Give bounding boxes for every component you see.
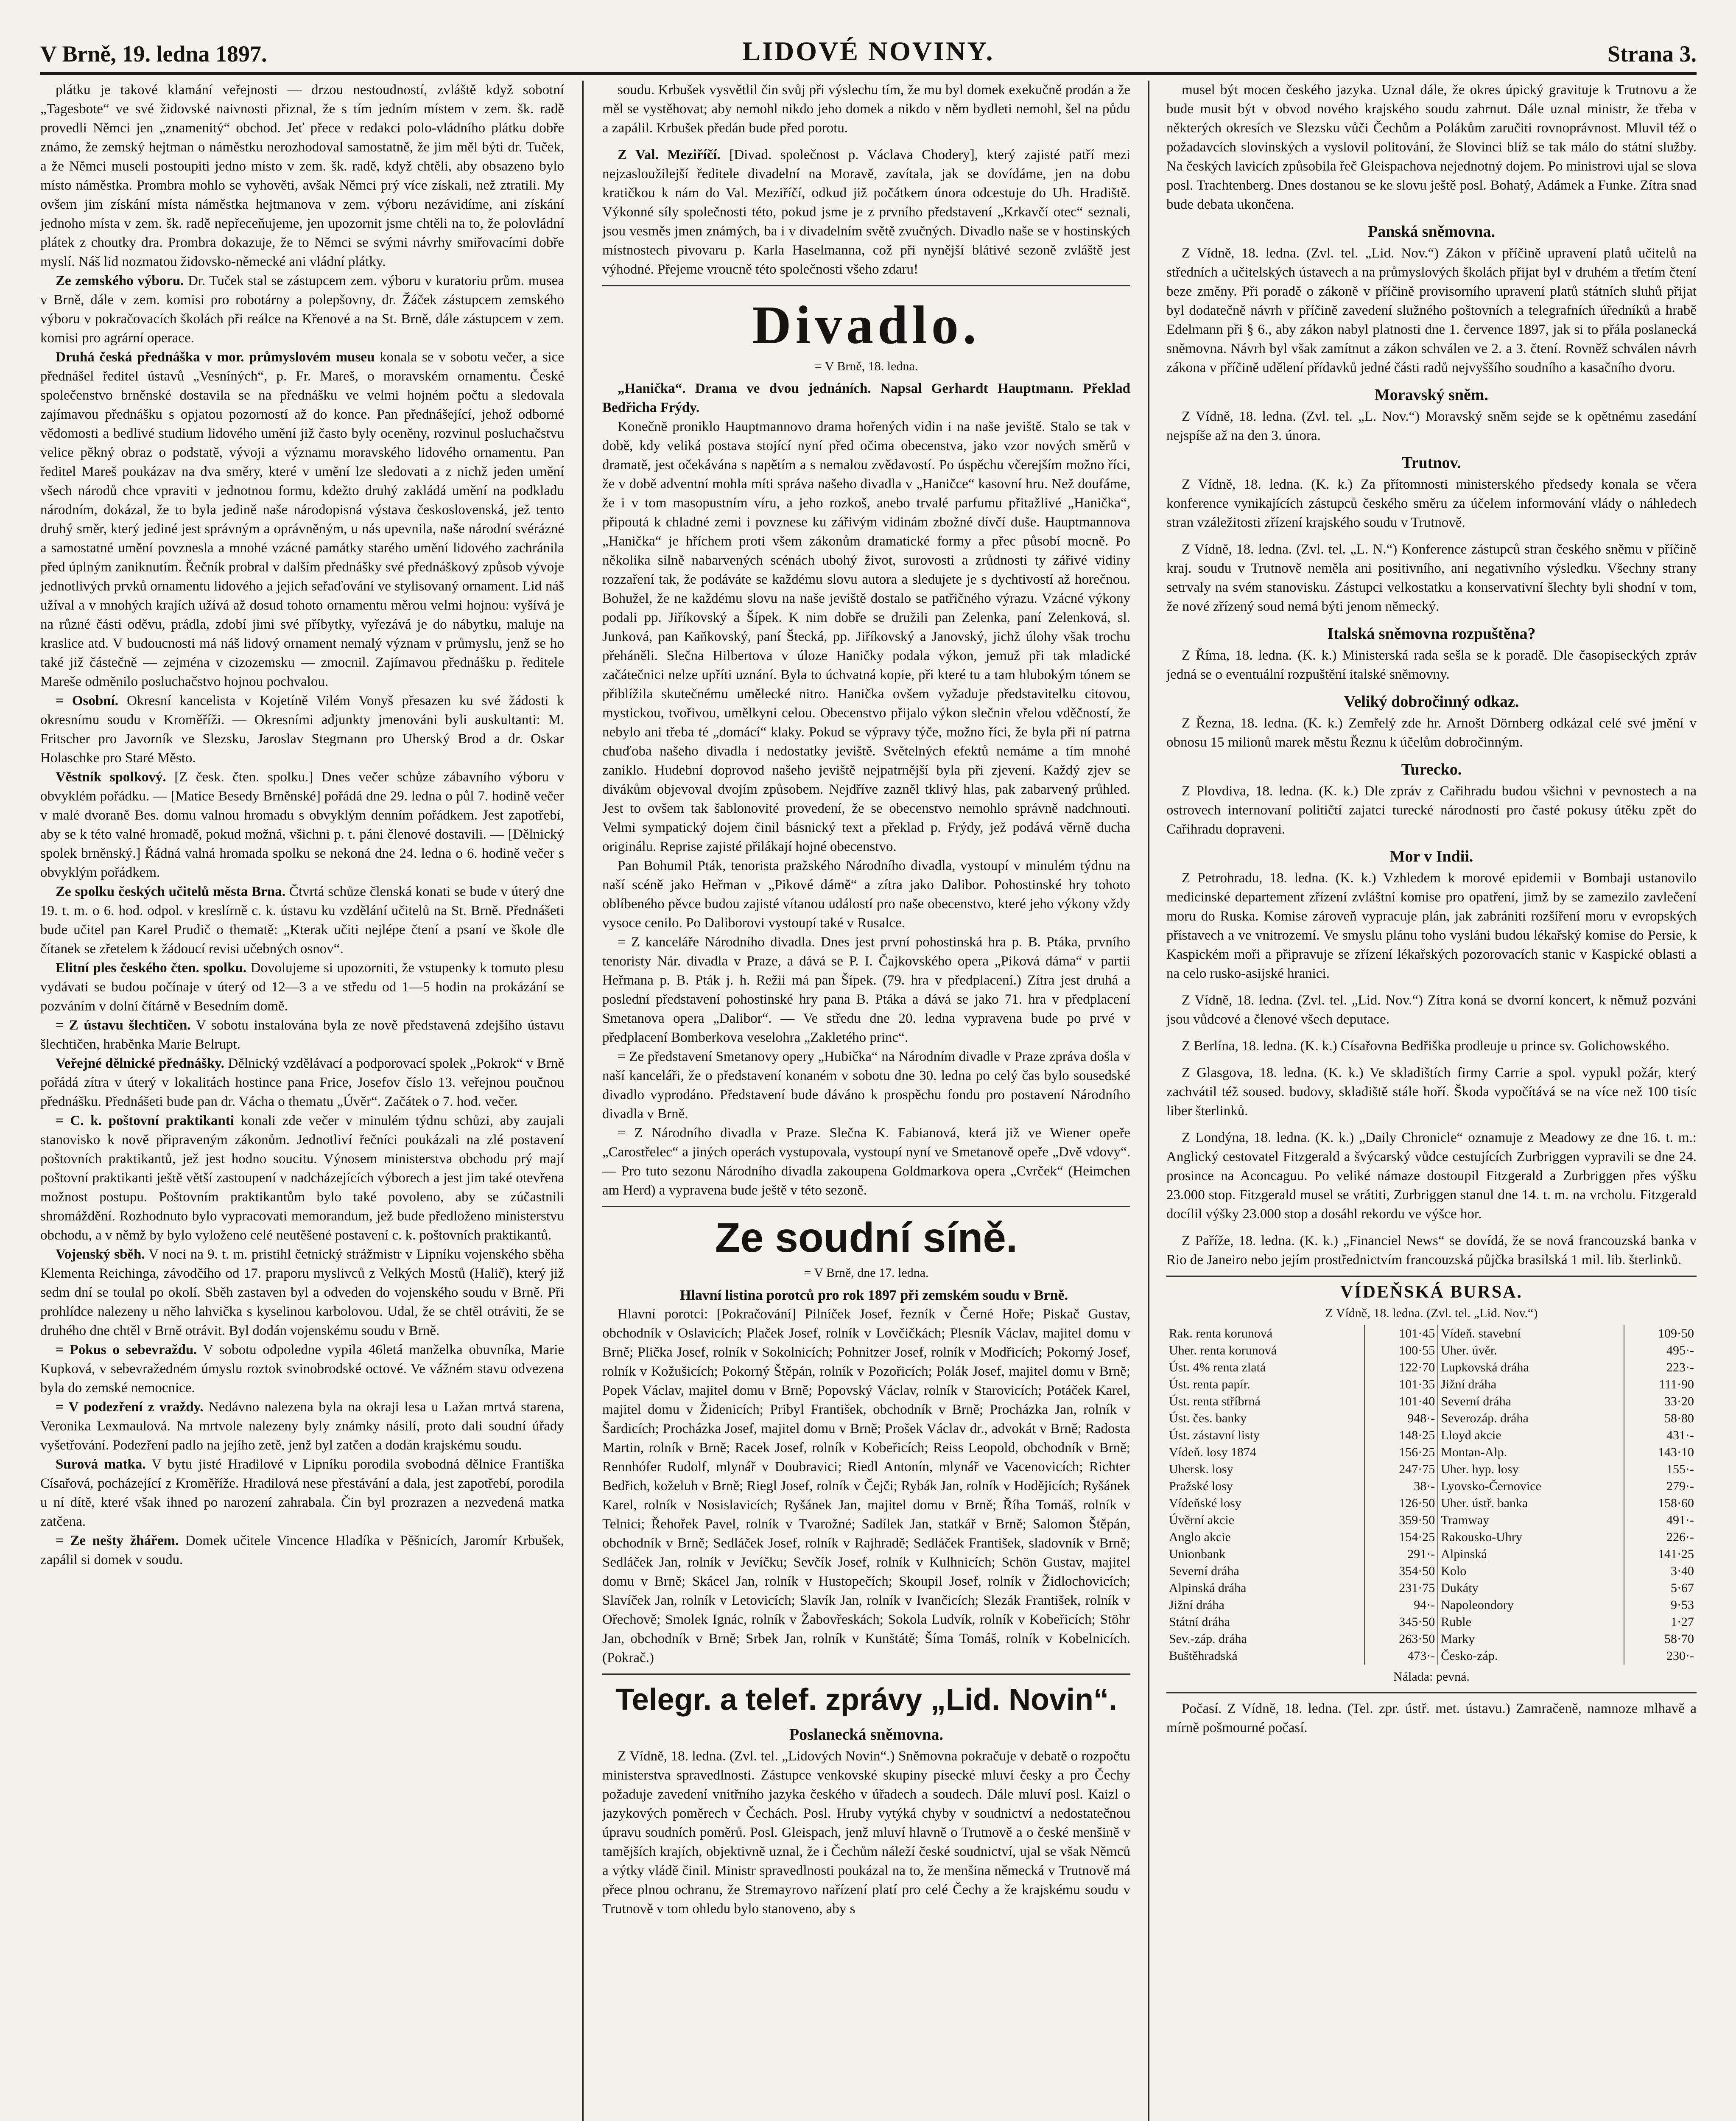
bursa-price: 101·40 — [1364, 1393, 1438, 1410]
bursa-security: Uher. renta korunová — [1166, 1342, 1364, 1359]
bursa-price: 94·- — [1364, 1597, 1438, 1614]
bursa-price: 5·67 — [1671, 1581, 1694, 1595]
telegram-section-title: Italská sněmovna rozpuštěna? — [1327, 625, 1536, 643]
news-body: [Z česk. čten. spolku.] Dnes večer schůze zábavního výboru v obvyklém pořádku. — [Matice Besedy Brněnské] pořádá dne 29. ledna o půl 7. hodině večer v malé dvoraně Bes. domu valnou hromadu s obvyklým denním pořádkem. Jest zapotřebí, aby se k této valné hromadě, pokud možná, všichni p. t. páni členové dostavili. — [Dělnický spolek brněnský.] Řádná valná hromada spolku se nekoná dne 24. ledna o 6. hodině večer s obvyklým pořádkem. — [40, 769, 564, 880]
divadlo-para-2: Pan Bohumil Pták, tenorista pražského Národního divadla, vystoupí v minulém týdnu na naší scéně jako Heřman v „Pikové dámě“ a zítra jako Dalibor. Pohostinské hry tohoto oblíbeného pěvce budou zajisté vítanou událostí pro naše obecenstvo, které jeho výkony vždy vysoce cenilo. Po Daliborovi vystoupí také v Rusalce. — [602, 858, 1130, 931]
bursa-security: Lyovsko-Černovice — [1438, 1478, 1624, 1495]
news-headline: Elitní ples českého čten. spolku. — [56, 960, 247, 976]
dateline-soud: = V Brně, dne 17. ledna. — [804, 1266, 929, 1280]
bursa-row — [1166, 1342, 1697, 1359]
divadlo-para-4: = Ze představení Smetanovy opery „Hubička“ na Národním divadle v Praze zpráva došla v naší kanceláři, že o představení konaném v sobotu dne 30. ledna po celý čas bylo sousedské divadlo vyprodáno. Představení bude dáváno k prospěchu fondu pro postavení Národního divadla v Brně. — [602, 1049, 1130, 1122]
news-item — [40, 348, 564, 691]
news-item — [40, 768, 564, 882]
bursa-price: 101·45 — [1364, 1325, 1438, 1342]
column-rule-1 — [582, 81, 584, 2121]
bursa-price: 263·50 — [1364, 1631, 1438, 1648]
bursa-row — [1166, 1461, 1697, 1478]
telegram-text: Z Plovdiva, 18. ledna. (K. k.) Dle zpráv z Cařihradu budou všichni v pevnostech a na ostrovech internovaní političtí zajatci turecké národnosti pro časté pokusy útěku zpět do Cařihradu dopraveni. — [1166, 783, 1697, 837]
bursa-price: 279·- — [1666, 1479, 1694, 1493]
bursa-security: Severozáp. dráha — [1438, 1410, 1624, 1427]
news-item — [40, 691, 564, 768]
bursa-security: Uher. hyp. losy — [1438, 1461, 1624, 1478]
bursa-security: Úst. renta papír. — [1166, 1376, 1364, 1393]
telegram-section-title: Panská sněmovna. — [1368, 223, 1495, 241]
jury-list-heading: Hlavní listina porotců pro rok 1897 při zemském soudu v Brně. — [679, 1287, 1068, 1303]
bursa-row — [1166, 1376, 1697, 1393]
news-headline: Ze spolku českých učitelů města Brna. — [56, 884, 286, 899]
divadlo-para-5: = Z Národního divadla v Praze. Slečna K. Fabianová, která již ve Wiener opeře „Carostřelec“ a jiných operách vystupovala, vystoupí nyní ve Smetanově opeře „Dvě vdovy“. — Pro tuto sezonu Národního divadla zakoupena Goldmarkova opera „Cvrček“ (Heimchen am Herd) a vypravena bude ještě v této sezoně. — [602, 1125, 1130, 1198]
bursa-price: 495·- — [1666, 1343, 1694, 1357]
bursa-security: Vídeň. losy 1874 — [1166, 1444, 1364, 1461]
telegram-section-title: Trutnov. — [1402, 454, 1461, 472]
bursa-security: Rakousko-Uhry — [1438, 1529, 1624, 1546]
bursa-security: Státní dráha — [1166, 1614, 1364, 1631]
bursa-price: 345·50 — [1364, 1614, 1438, 1631]
telegram-text: Z Vídně, 18. ledna. (Zvl. tel. „Lid. Nov.“) Zítra koná se dvorní koncert, k němuž pozváni jsou vůdcové a členové všech deputace. — [1166, 993, 1697, 1027]
bursa-row — [1166, 1393, 1697, 1410]
bursa-price: 226·- — [1666, 1530, 1694, 1544]
bursa-security: Úst. čes. banky — [1166, 1410, 1364, 1427]
bursa-security: Sev.-záp. dráha — [1166, 1631, 1364, 1648]
telegram-text: Z Glasgova, 18. ledna. (K. k.) Ve skladištích firmy Carrie a spol. vypukl požár, který zachvátil též soused. budovy, skladiště stále hoří. Škoda vypočítává se na více než 100 tisíc liber šterlinků. — [1166, 1065, 1697, 1119]
bursa-security: Severní dráha — [1166, 1563, 1364, 1580]
column-rule-2 — [1148, 81, 1149, 2121]
bursa-security: Marky — [1438, 1631, 1624, 1648]
bursa-security: Rak. renta korunová — [1166, 1325, 1364, 1342]
bursa-security: Uhersk. losy — [1166, 1461, 1364, 1478]
news-body: plátku je takové klamání veřejnosti — drzou nestoudností, zvláště když sobotní „Tagesbote“ ve své židovské naivnosti přiznal, že s tím jedním místem v zem. šk. radě provedli Němci jen „znamenitý“ obchod. Jeť přece v redakci polo-vládního plátku dobře známo, že zemský hejtman o náměstku nerozhodoval samostatně, že jim měl býti dr. Tuček, a že Němci museli postoupiti jedno místo v zem. šk. radě, když chtěli, aby obsazeno bylo místo náměstka. Prombra mohlo se vyhověti, avšak Němci prý více získali, než ztratili. My ovšem jim získání místa náměstka hejtmanova v zem. výboru nezávidíme, ani získání jednoho místa v zem. šk. radě nepřeceňujeme, jen upozornit jsme chtěli na to, že polovládní plátek z choutky dra. Prombra dokazuje, že to Němci se svými návrhy smiřovacími dobře myslí. Náš lid nozmatou židovsko-německé ani vládní plátky. — [40, 82, 564, 269]
news-body: Dr. Tuček stal se zástupcem zem. výboru v kuratoriu prům. musea v Brně, dále v zem. komisi pro robotárny a polepšovny, dr. Žáček zástupcem zemského výboru v pokračovacích školách při reálce na Křenové a na St. Brně, dále zástupcem v zem. komisi pro agrární operace. — [40, 273, 564, 346]
bursa-security: Buštěhradská — [1166, 1648, 1364, 1665]
bursa-security: Tramway — [1438, 1512, 1624, 1529]
bursa-security: Lupkovská dráha — [1438, 1359, 1624, 1376]
telegram-text: Z Berlína, 18. ledna. (K. k.) Císařovna Bedřiška prodleuje u prince sv. Golichowského. — [1182, 1038, 1669, 1054]
bursa-security: Úst. 4% renta zlatá — [1166, 1359, 1364, 1376]
news-body: V noci na 9. t. m. pristihl četnický strážmistr v Lipníku vojenského sběha Klementa Reichinga, závodčího od 17. praporu myslivců z Velkých Mostů (Halič), který již sedm dní se toulal po okolí. Sběh zastaven byl a odveden do vojenského soudu v Brně. Při prohlídce nalezeny u něho lahvička s kyselinou karbolovou. Udal, že se chtěl otráviti, že se druhého dne chtěl v Brně otrávit. Byl dodán vojenskému soudu v Brně. — [40, 1247, 564, 1338]
dateline: = V Brně, 18. ledna. — [814, 359, 918, 373]
bursa-price: 126·50 — [1364, 1495, 1438, 1512]
telegram-section-title: Moravský sněm. — [1374, 386, 1489, 404]
bursa-price: 111·90 — [1659, 1377, 1694, 1391]
news-body: Čtvrtá schůze členská konati se bude v úterý dne 19. t. m. o 6. hod. odpol. v kreslírně c. k. ústavu ku vzdělání učitelů na St. Brně. Přednášeti bude učitel pan Karel Prudič o thematě: „Kterak učiti nejlépe čtení a psaní ve škole dle čítanek se zřetelem k žádoucí revisi učebných osnov“. — [40, 884, 564, 957]
telegram-text: Z Vídně, 18. ledna. (Zvl. tel. „L. Nov.“) Moravský sněm sejde se k opětnému zasedání nejspíše až na den 3. února. — [1166, 409, 1697, 443]
bursa-security: Jižní dráha — [1438, 1376, 1624, 1393]
bursa-price: 9·53 — [1671, 1598, 1694, 1612]
telegram-text: Z Londýna, 18. ledna. (K. k.) „Daily Chronicle“ oznamuje z Meadowy ze dne 16. t. m.: Anglický cestovatel Fitzgerald a švýcarský vůdce cestujících Zurbriggen vypravili se dne 24. prosince na Aconcaguu. Po veliké námaze dostoupil Fitzgerald a Zurbriggen přes výšku 23.000 stop. Fitzgerald musel se vrátiti, Zurbriggen stanul dne 14. t. m. na vrcholu. Fitzgerald docílil výšky 23.000 stop a dosáhl rekordu ve výšce hor. — [1166, 1130, 1697, 1222]
bursa-price: 231·75 — [1364, 1580, 1438, 1597]
bursa-dateline: Z Vídně, 18. ledna. (Zvl. tel. „Lid. Nov.“) — [1325, 1306, 1538, 1320]
bursa-row — [1166, 1563, 1697, 1580]
bursa-price: 100·55 — [1364, 1342, 1438, 1359]
bursa-security: Napoleondory — [1438, 1597, 1624, 1614]
weather-report: Počasí. Z Vídně, 18. ledna. (Tel. zpr. ústř. met. ústavu.) Zamračeně, namnoze mlhavě a mírně pošmourné počasí. — [1166, 1701, 1697, 1735]
telegram-section-title: Mor v Indii. — [1389, 848, 1473, 865]
bursa-price: 158·60 — [1658, 1496, 1694, 1510]
bursa-security: Úst. zástavní listy — [1166, 1427, 1364, 1444]
bursa-price: 359·50 — [1364, 1512, 1438, 1529]
telegram-section-title: Turecko. — [1401, 761, 1462, 778]
bursa-price: 223·- — [1666, 1360, 1694, 1374]
bursa-row — [1166, 1495, 1697, 1512]
issue-date: V Brně, 19. ledna 1897. — [40, 41, 267, 67]
bursa-row — [1166, 1529, 1697, 1546]
news-body: V sobotu odpoledne vypila 46letá manželka obuvníka, Marie Kupková, v sebevražedném úmyslu roztok svinobrodské octové. Ve vážném stavu odvezena byla do zemské nemocnice. — [40, 1342, 564, 1396]
bursa-price: 291·- — [1364, 1546, 1438, 1563]
bursa-price: 122·70 — [1364, 1359, 1438, 1376]
bursa-security: Úvěrní akcie — [1166, 1512, 1364, 1529]
news-headline: = C. k. poštovní praktikanti — [56, 1113, 234, 1128]
news-item — [40, 959, 564, 1016]
bursa-security: Uher. úvěr. — [1438, 1342, 1624, 1359]
bursa-price: 154·25 — [1364, 1529, 1438, 1546]
column-1 — [40, 81, 564, 2121]
telegram-sections — [1166, 222, 1697, 1270]
bursa-price: 58·80 — [1664, 1411, 1694, 1425]
news-body: konala se v sobotu večer, a sice přednášel ředitel ústavů „Vesníných“, p. Fr. Mareš, o moravském ornamentu. České společenstvo brněnské dostavila se na přednášku ve velmi hojném počtu a sledovala zajímavou přednášku s opjatou pozorností až do konce. Pan přednášející, jehož odborné vědomosti a bedlivé studium lidového umění již často byly oceněny, rozvinul posluchačstvu velice pěkný obraz o podstatě, vývoji a významu moravského lidového ornamentu. Pan ředitel Mareš poukázav na dva směry, které v umění lze sledovati a z nichž jeden umění všech národů chce vpraviti v jednotnou formu, kdežto druhý zakládá umění na podkladu národním, dokázal, že to byla jedině naše národopisná výstava československá, jež tento druhý směr, který jediné jest správným a oprávněným, u nás upevnila, naše národní svérázné a samostatné umění povznesla a mnohé vzácné památky starého umění lidového zachránila před úplným zaniknutím. Řečník probral v dalším přednášky své přednáškový způsob vývoje jednotlivých prvků ornamentu lidového a jejich seřaďování ve stylisovaný ornament. Lid náš užíval a v mnohých krajích užívá až dosud tohoto ornamentu měrou velmi hojnou: vyšívá je na různé části oděvu, prádla, zdobí jimi své příbytky, vyřezává je do nábytku, maluje na kraslice atd. V budoucnosti má náš lidový ornament nemalý význam v průmyslu, jenž se ho také již částečně — zejména v cizozemsku — zmocnil. Zajímavou přednášku p. ředitele Mareše odměnilo posluchačstvo hojnou pochvalou. — [40, 350, 564, 689]
news-headline: Surová matka. — [56, 1457, 146, 1472]
bursa-row — [1166, 1478, 1697, 1495]
news-item — [40, 1340, 564, 1398]
article-val-mezirici — [602, 146, 1130, 279]
telegram-text: Z Paříže, 18. ledna. (K. k.) „Financiel News“ se dovídá, že se nová francouzská banka v Rio de Janeiro nebo jejím prostřednictvím francouzská půjčka brasilská 1 mil. lib. šterlinků. — [1166, 1233, 1697, 1268]
telegram-text: Z Vídně, 18. ledna. (Zvl. tel. „L. N.“) Konference zástupců stran českého sněmu v příčině kraj. soudu v Trutnově neměla ani positivního, ani negativního výsledku. Všechny strany setrvaly na svém stanovisku. Zástupci velkostatku a konservativní šlechty byli shodní v tom, že nové zřízený soud nemá býti jenom německý. — [1166, 542, 1697, 614]
bursa-price: 1·27 — [1671, 1615, 1694, 1629]
news-item — [40, 1111, 564, 1245]
news-headline: Věstník spolkový. — [56, 769, 166, 785]
news-item — [40, 1245, 564, 1340]
news-headline: Druhá česká přednáška v mor. průmyslovém museu — [56, 350, 375, 365]
bursa-security: Pražské losy — [1166, 1478, 1364, 1495]
bursa-price: 156·25 — [1364, 1444, 1438, 1461]
article-continuation-3: musel být mocen českého jazyka. Uznal dále, že okres úpický gravituje k Trutnovu a že bude musit být v obvod nového krajského soudu zahrnut. Dále uznal ministr, že třeba v některých okresích ve Slezsku vůči Čechům a Polákům zaručiti rovnoprávnost. Mluvil též o požadavcích slovinských a vyslovil politování, že Slovinci blíž se tak málo do státní služby. Na českých lavicích způsobila řeč Gleispachova nejednotný dojem. Po ministrovi ujal se slova posl. Trachtenberg. Dnes dostanou se ke slovu ještě posl. Bohatý, Adámek a Funke. Zítra snad bude debata ukončena. — [1166, 82, 1697, 212]
bursa-price: 101·35 — [1364, 1376, 1438, 1393]
bursa-security: Alpinská — [1438, 1546, 1624, 1563]
bursa-table — [1166, 1325, 1697, 1665]
bursa-row — [1166, 1427, 1697, 1444]
bursa-security: Lloyd akcie — [1438, 1427, 1624, 1444]
bursa-price: 58·70 — [1664, 1632, 1694, 1646]
news-item — [40, 882, 564, 959]
bursa-security: Ruble — [1438, 1614, 1624, 1631]
divadlo-para-1: Konečně proniklo Hauptmannovo drama hořených vidin i na naše jeviště. Stalo se tak v době, kdy veliká postava stojící nyní před očima obecenstva, jako vzor nových směrů v dramatě, jest očekávána s napětím a s nemalou zvědavostí. Po úspěchu včerejším možno říci, že v době adventní mohla míti správa našeho divadla v „Haničce“ kasovní hru. Než doufáme, že i v tom masopustním víru, a jeho rozkoš, anebo trvalé parfumu přitažlivé „Hanička“, připoutá k chladné zemi i povznese ku zářivým vidinám zbožné dívčí duše. Hauptmannova „Hanička“ je hříchem proti všem zákonům dramatické formy a přec působí mocně. Po několika silně nabarvených scénách ubohý život, surovosti a zrůdnosti ty zářivé vidiny rozzaření tak, že podáváte se každému slovu autora a sledujete je s dychtivostí až horečnou. Bohužel, že ne každému slovu na naše jeviště dostalo se patřičného výrazu. Vzácné výkony podali pp. Jiříkovský a Šípek. K nim dobře se družili pan Zelenka, paní Zelenková, sl. Junková, pan Kaňkovský, paní Štecká, pp. Jiříkovský a Janovský, jichž úlohy však trochu přeháněli. Slečna Hilbertova v úloze Haničky podala výkon, jemuž při tak mladické začátečnici nelze upříti uznání. Byla to úchvatná kopie, při které tu a tam hlubokým tónem se přiblížila skutečnému umělecké nitro. Hanička ovšem vyžaduje představitelku citovou, mystickou, tvořivou, umělkyni celou. Obecenstvo přijalo výkon slečnin vřelou vděčností, že nebylo ani třeba té „domácí“ klaky. Pokud se výpravy týče, možno říci, že byla při ní patrna chuďoba našeho divadla i nedostatky jeviště. Světelných efektů nemáme a tím mnohé zaniklo. Hudební doprovod našeho jeviště nejpatrnější byla při zjevení. Každý zjev se divákům objevoval dvojím způsobem. Nejdříve zazněl tklivý hlas, pak zabarvený průhled. Jest to ovšem tak šablonovité provedení, že se obecenstvo nemohlo správně nadchnouti. Velmi sympatický dojem činil básnický text a překlad p. Frýdy, jež podává věrně ducha originálu. Reprise zajisté přilákají hojné obecenstvo. — [602, 419, 1130, 854]
bursa-row — [1166, 1359, 1697, 1376]
telegram-text: Z Vídně, 18. ledna. (Zvl. tel. „Lid. Nov.“) Zákon v příčině upravení platů učitelů na středních a učitelských ústavech a na průmyslových školách přijat byl v druhém a třetím čtení beze změny. Při poradě o zákoně v příčině provisorního upravení platů státních sluhů přijat byl dodatečně návrh v příčině zavedení služného poštovních a telegrafních úředníků a hrabě Edelmann při § 6., aby zákon nabyl platnosti dne 1. července 1897, jak si to přála poslanecká sněmovna. Návrh byl však zamítnut a zákon schválen ve 2. a 3. čtení. Rovněž schválen návrh zákona v příčině udělení přídavků jedné části radů nejvyššího soudního a kasačního dvoru. — [1166, 246, 1697, 375]
news-item — [40, 1398, 564, 1455]
bursa-security: Kolo — [1438, 1563, 1624, 1580]
news-item — [40, 81, 564, 271]
column-3 — [1166, 81, 1697, 2121]
bursa-note: Nálada: pevná. — [1393, 1670, 1470, 1684]
bursa-security: Česko-záp. — [1438, 1648, 1624, 1665]
bursa-security: Dukáty — [1438, 1580, 1624, 1597]
news-headline: Vojenský sběh. — [56, 1247, 145, 1262]
news-body: Okresní kancelista v Kojetíně Vilém Vonyš přesazen ku své žádosti k okresnímu soudu v Kroměříži. — Okresními adjunkty jmenováni byli auskultanti: M. Fritscher pro Javorník ve Slezsku, Jaroslav Stegmann pro Uherský Brod a dr. Oskar Holaschke pro Staré Město. — [40, 693, 564, 766]
bursa-security: Uher. ústř. banka — [1438, 1495, 1624, 1512]
news-headline: = V podezření z vraždy. — [56, 1399, 204, 1415]
bursa-price: 143·10 — [1658, 1445, 1694, 1459]
bursa-security: Montan-Alp. — [1438, 1444, 1624, 1461]
section-title-divadlo: Divadlo. — [752, 295, 981, 355]
bursa-row — [1166, 1631, 1697, 1648]
bursa-row — [1166, 1512, 1697, 1529]
bursa-price: 38·- — [1364, 1478, 1438, 1495]
news-headline: = Z ústavu šlechtičen. — [56, 1018, 191, 1033]
bursa-price: 247·75 — [1364, 1461, 1438, 1478]
news-headline: = Osobní. — [56, 693, 119, 708]
news-headline: = Pokus o sebevraždu. — [56, 1342, 197, 1357]
bursa-price: 148·25 — [1364, 1427, 1438, 1444]
telegram-text: Z Řezna, 18. ledna. (K. k.) Zemřelý zde hr. Arnošt Dörnberg odkázal celé své jmění v obnosu 15 milionů marek městu Řeznu k účelům dobročinným. — [1166, 716, 1697, 750]
bursa-row — [1166, 1546, 1697, 1563]
news-item — [40, 1531, 564, 1570]
bursa-security: Vídeňské losy — [1166, 1495, 1364, 1512]
bursa-security: Vídeň. stavební — [1438, 1325, 1624, 1342]
bursa-price: 141·25 — [1658, 1547, 1694, 1561]
divadlo-para-3: = Z kanceláře Národního divadla. Dnes jest první pohostinská hra p. B. Ptáka, prvního tenoristy Nár. divadla v Praze, a dává se P. I. Čajkovského opera „Piková dáma“ v partii Heřmana p. B. Pták j. h. Režii má pan Šípek. (79. hra v předplacení.) Zítra jest druhá a poslední představení pohostinské hry pana B. Ptáka a dává se jako 71. hra v předplacení Smetanova opera „Dalibor“. — Ve středu dne 20. ledna vypravena bude po prvé v předplacení Bomberkova veselohra „Zakletého princ“. — [602, 935, 1130, 1045]
bursa-security: Alpinská dráha — [1166, 1580, 1364, 1597]
telegram-text: Z Vídně, 18. ledna. (K. k.) Za přítomnosti ministerského předsedy konala se včera konference vynikajících zástupců českého směru za účelem informování vlády o náhledech stran vzáležitosti zřízení krajského soudu v Trutnově. — [1166, 477, 1697, 530]
bursa-security: Anglo akcie — [1166, 1529, 1364, 1546]
news-body: Domek učitele Vincence Hladíka v Pěšnicích, Jaromír Krbušek, zapálil si domek v soudu. — [40, 1533, 564, 1567]
article-body: [Divad. společnost p. Václava Chodery], který zajisté patří mezi nejzasloužilejší ředitele divadelní na Moravě, zavítala, jak se dovídáme, jen na dobu kratičkou k nám do Val. Meziříčí, odkud již počátkem února odcestuje do Uh. Hradiště. Výkonné síly společnosti této, pokud jsme je z prvního představení „Krkavčí otec“ seznali, jsou vesměs jmen známých, ba i v divadelním světě zvučných. Divadlo naše se v hostinských místnostech pivovaru p. Karla Haselmanna, což při nynější blátivé sezoně zvláště jest výhodné. Přejeme vroucně této společnosti všeho zdaru! — [602, 147, 1130, 277]
bursa-price: 155·- — [1666, 1462, 1694, 1476]
section-title-soud: Ze soudní síně. — [715, 1214, 1018, 1261]
news-body: V sobotu instalována byla ze nově představená zdejšího ústavu šlechtičen, hraběnka Marie Belrupt. — [40, 1018, 564, 1052]
news-body: Dovolujeme si upozorniti, že vstupenky k tomuto plesu vydávati se budou počínaje v úterý od 12—3 a ve středu od 1—5 hodin na prokázání se pozváním v dolní čítárně v Besedním domě. — [40, 960, 564, 1014]
article-continuation: soudu. Krbušek vysvětlil čin svůj při výslechu tím, že mu byl domek exekučně prodán a že měl se vystěhovat; aby nemohl nikdo jeho domek a nikdo v něm bydleti nemohl, šel na půdu a zapálil. Krbušek předán bude před porotu. — [602, 82, 1130, 136]
news-headline: = Ze nešty žhářem. — [56, 1533, 179, 1548]
bursa-security: Jižní dráha — [1166, 1597, 1364, 1614]
section-title-telegr: Telegr. a telef. zprávy „Lid. Novin“. — [615, 1683, 1117, 1717]
news-item — [40, 271, 564, 348]
masthead — [40, 32, 1697, 75]
bursa-price: 33·20 — [1664, 1394, 1694, 1408]
news-item — [40, 1455, 564, 1531]
news-item — [40, 1054, 564, 1111]
review-lead: „Hanička“. Drama ve dvou jednáních. Napsal Gerhardt Hauptmann. Překlad Bedřicha Frýdy. — [602, 381, 1130, 415]
news-body: Dělnický vzdělávací a podporovací spolek „Pokrok“ v Brně pořádá zítra v úterý v lokalitách hostince pana Frice, Josefov číslo 13. veřejnou poučnou přednášku. Přednášeti bude pan dr. Vácha o thematu „Úvěr“. Začátek o 7. hod. večer. — [40, 1056, 564, 1109]
bursa-row — [1166, 1444, 1697, 1461]
news-body: Nedávno nalezena byla na okraji lesa u Lažan mrtvá starena, Veronika Lexmaulová. Na mrtvole nalezeny byly známky násilí, proto dali soudní úřady vyšetřování. Podezření padlo na jejího zetě, jenž byl zatčen a dodán krajskému soudu. — [40, 1399, 564, 1453]
bursa-price: 431·- — [1666, 1428, 1694, 1442]
bursa-price: 948·- — [1364, 1410, 1438, 1427]
telegram-text: Z Říma, 18. ledna. (K. k.) Ministerská rada sešla se k poradě. Dle časopiseckých zpráv jedná se o eventuální rozpuštění italské sněmovny. — [1166, 648, 1697, 682]
bursa-price: 109·50 — [1658, 1326, 1694, 1340]
bursa-price: 473·- — [1364, 1648, 1438, 1665]
bursa-title: VÍDEŇSKÁ BURSA. — [1340, 1282, 1523, 1302]
telegr-body: Z Vídně, 18. ledna. (Zvl. tel. „Lidových Novin“.) Sněmovna pokračuje v debatě o rozpočtu ministerstva spravedlnosti. Zástupce venkovské skupiny písecké mluví česky a pro Čechy požaduje zavedení vnitřního jazyka českého v úřadech a soudech. Dále mluví posl. Kaizl o jazykových poměrech v Čechách. Posl. Hruby vytýká chyby v soudnictví a nedostatečnou úpravu soudních poměrů. Posl. Gleispach, jenž mluví hlavně o Trutnově a o české menšině v tamějších krajích, objektivně uznal, že i Čechům náleží české soudnictví, ujal se však Němců a výtky vládě činil. Ministr spravedlnosti poukázal na to, že menšina německá v Trutnově má přece plnou ochranu, že Stremayrovo nařízení platí pro celé Čechy a že krajskému soudu v Trutnově v tom ohledu bylo stanoveno, aby s — [602, 1749, 1130, 1917]
subsection-poslanecka: Poslanecká sněmovna. — [789, 1726, 944, 1743]
column-2 — [602, 81, 1130, 2121]
bursa-row — [1166, 1648, 1697, 1665]
news-body: V bytu jisté Hradilové v Lipníku porodila svobodná dělnice Františka Císařová, pocházející z Kroměříže. Hradilová nese přestávání a dala, jest zapotřebí, porodila u ní dítě, které však ihned po narození zahrabala. Čin byl prozrazen a nezvedená matka zatčena. — [40, 1457, 564, 1529]
news-headline: Veřejné dělnické přednášky. — [56, 1056, 225, 1071]
bursa-row — [1166, 1580, 1697, 1597]
bursa-security: Úst. renta stříbrná — [1166, 1393, 1364, 1410]
news-item — [40, 1016, 564, 1054]
telegram-text: Z Petrohradu, 18. ledna. (K. k.) Vzhledem k morové epidemii v Bombaji ustanovilo medicinské departement zřízení zvláštní komise pro opatření, jimž by se zamezilo zavlečení moru do Ruska. Komise zároveň vypracuje plán, jak zabrániti rozšíření moru v evropských přístavech a ve vnitrozemí. Ve smyslu plánu toho vysláni budou lékařský komise do Persie, k Kaspickém moři a připravuje se zřízení lékařských pozorovacích stanic v Kaspické oblasti a na celo rusko-asijské hranici. — [1166, 870, 1697, 981]
bursa-security: Severní dráha — [1438, 1393, 1624, 1410]
bursa-price: 230·- — [1666, 1649, 1694, 1663]
bursa-price: 354·50 — [1364, 1563, 1438, 1580]
page-number: Strana 3. — [1607, 41, 1697, 67]
bursa-security: Unionbank — [1166, 1546, 1364, 1563]
bursa-row — [1166, 1325, 1697, 1342]
bursa-row — [1166, 1410, 1697, 1427]
bursa-row — [1166, 1614, 1697, 1631]
bursa-row — [1166, 1597, 1697, 1614]
telegram-section-title: Veliký dobročinný odkaz. — [1344, 693, 1519, 711]
bursa-price: 3·40 — [1671, 1564, 1694, 1578]
news-headline: Ze zemského výboru. — [56, 273, 184, 288]
bursa-price: 491·- — [1666, 1513, 1694, 1527]
article-headline: Z Val. Meziříčí. — [618, 147, 721, 162]
news-body: konali zde večer v minulém týdnu schůzi, aby zaujali stanovisko k nově připraveným zákonům. Jednotliví řečníci poukázali na zlé postavení poštovních praktikantů, jež jest hodno soucitu. Výnosem ministerstva obchodu prý mají poštovní praktikanti ještě větší zastoupení v nadcházejících výborech a jest jim také otevřena možnost postupu. Poštovním praktikantům bylo také povoleno, aby se zúčastnili shromáždění. Rozhodnuto bylo vypracovati memorandum, jež bude předloženo ministerstvu obchodu, a v němž by bylo vyloženo celé neutěšené postavení c. k. poštovních praktikantů. — [40, 1113, 564, 1243]
newspaper-title: LIDOVÉ NOVINY. — [742, 36, 995, 66]
jury-list-body: Hlavní porotci: [Pokračování] Pilníček Josef, řezník v Černé Hoře; Piskač Gustav, obchodník v Oslavicích; Plaček Josef, rolník v Lovčičkách; Plesník Václav, majitel domu v Brně; Plička Josef, rolník v Sokolnicích; Pohnitzer Josef, rolník v Modřicích; Pokorný Josef, rolník v Kožušicích; Pokorný Štěpán, rolník v Pozořicích; Polák Josef, majitel domu v Brně; Popek Václav, majitel domu v Brně; Popovský Václav, rolník v Starovicích; Potáček Karel, majitel domu v Židenicích; Pribyl František, obchodník v Brně; Procházka Jan, rolník v Šardicích; Procházka Josef, majitel domu v Brně; Prošek Václav dr., advokát v Brně; Radosta Martin, rolník v Brně; Racek Josef, rolník v Kobeřicích; Reiss Leopold, obchodník v Brně; Rennhófer Rudolf, mlynář v Doubravici; Riedl Antonín, mlynář ve Vacenovicích; Richter Bedřich, koželuh v Brně; Riegl Josef, rolník v Čejči; Rybák Jan, rolník v Hodějicích; Ryšánek Karel, rolník v Nosislavicích; Ryšánek Jan, majitel domu v Brně; Říha Tomáš, rolník v Telnici; Řehořek Pavel, rolník v Tvarožné; Sadílek Jan, statkář v Brně; Salomon Štěpán, obchodník v Brně; Sedláček Josef, rolník v Rajhradě; Sedláček František, sladovník v Brně; Sedláček Jan, rolník v Jevíčku; Sevčík Josef, rolník v Kulhnicích; Schön Gustav, majitel domu v Brně; Skácel Jan, rolník v Hustopečích; Skoupil Josef, rolník v Židlochovicích; Slavíček Jan, rolník v Letovicích; Slavík Jan, rolník v Ivančicích; Slezák František, rolník v Ořechově; Smolek Ignác, rolník v Žabovřeskách; Sokola Ludvík, rolník v Kobeřicích; Stöhr Jan, obchodník v Brně; Srbek Jan, rolník v Kunštátě; Šíma Tomáš, rolník v Kobelnicích. (Pokrač.) — [602, 1307, 1130, 1665]
